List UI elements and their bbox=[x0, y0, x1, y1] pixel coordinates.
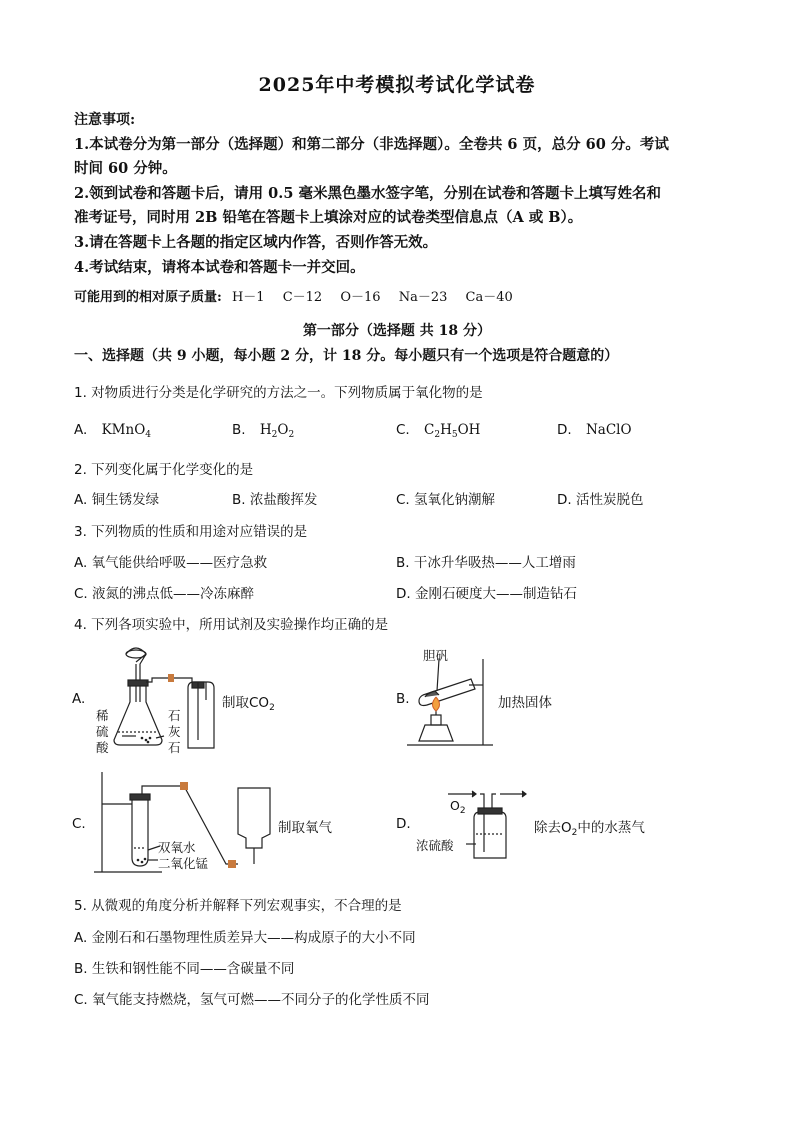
q5-option-c: C. 氧气能支持燃烧，氢气可燃——不同分子的化学性质不同 bbox=[74, 992, 430, 1008]
q3-option-a: A. 氧气能供给呼吸——医疗急救 bbox=[74, 555, 268, 571]
atomic-mass-na: Na－23 bbox=[398, 290, 448, 305]
q1-option-a bbox=[74, 422, 151, 440]
q1-a-letter: A. bbox=[74, 422, 88, 438]
notes-heading: 注意事项: bbox=[74, 112, 136, 128]
note-line-6: 4.考试结束，请将本试卷和答题卡一并交回。 bbox=[74, 259, 365, 276]
q2-option-a: A. 铜生锈发绿 bbox=[74, 492, 160, 508]
q1-option-c bbox=[396, 422, 480, 440]
q1-d-letter: D. bbox=[557, 422, 572, 438]
q3-stem: 3. 下列物质的性质和用途对应错误的是 bbox=[74, 524, 308, 540]
q1-stem: 1. 对物质进行分类是化学研究的方法之一。下列物质属于氧化物的是 bbox=[74, 385, 483, 401]
q4-a-label-r1: 石 bbox=[168, 708, 181, 723]
q4-b-apparatus bbox=[405, 655, 495, 751]
q4-a-label-l1: 稀 bbox=[96, 708, 109, 723]
q4-a-label-l3: 酸 bbox=[96, 740, 109, 755]
q4-c-caption: 制取氧气 bbox=[278, 820, 332, 836]
atomic-mass-o: O－16 bbox=[340, 290, 381, 305]
q4-d-letter: D. bbox=[396, 816, 411, 832]
q5-option-a: A. 金刚石和石墨物理性质差异大——构成原子的大小不同 bbox=[74, 930, 416, 946]
atomic-mass-h: H－1 bbox=[231, 290, 265, 305]
q1-b-letter: B. bbox=[232, 422, 246, 438]
q4-c-reagent-2: 二氧化锰 bbox=[158, 856, 209, 871]
q4-stem: 4. 下列各项实验中，所用试剂及实验操作均正确的是 bbox=[74, 617, 389, 633]
q4-a-label-l2: 硫 bbox=[96, 724, 109, 739]
note-line-1: 1.本试卷分为第一部分（选择题）和第二部分（非选择题）。全卷共 6 页，总分 60 分。考试 bbox=[74, 136, 669, 153]
page-title: 2025年中考模拟考试化学试卷 bbox=[258, 74, 536, 96]
q4-b-caption: 加热固体 bbox=[498, 695, 552, 711]
q3-option-c: C. 液氮的沸点低——冷冻麻醉 bbox=[74, 586, 255, 602]
q3-option-d: D. 金刚石硬度大——制造钻石 bbox=[396, 586, 577, 602]
q1-option-b bbox=[232, 422, 294, 440]
note-line-3: 2.领到试卷和答题卡后，请用 0.5 毫米黑色墨水签字笔，分别在试卷和答题卡上填写姓名和 bbox=[74, 185, 661, 202]
q2-option-d: D. 活性炭脱色 bbox=[557, 492, 644, 508]
q4-d-reagent: 浓硫酸 bbox=[416, 838, 454, 853]
q4-d-gas: $O_2$ bbox=[450, 798, 466, 816]
q2-option-c: C. 氢氧化钠潮解 bbox=[396, 492, 496, 508]
q1-c-formula: $C_2H_5OH$ bbox=[424, 422, 481, 440]
q1-c-letter: C. bbox=[396, 422, 410, 438]
q5-stem: 5. 从微观的角度分析并解释下列宏观事实，不合理的是 bbox=[74, 898, 402, 914]
q4-b-letter: B. bbox=[396, 691, 410, 707]
atomic-mass-ca: Ca－40 bbox=[465, 290, 513, 305]
q1-b-formula: $H_2O_2$ bbox=[259, 422, 295, 440]
q1-option-d bbox=[557, 422, 632, 438]
q4-d-caption: 除去$O_2$中的水蒸气 bbox=[534, 820, 645, 838]
atomic-mass-c: C－12 bbox=[282, 290, 323, 305]
part1-heading: 第一部分（选择题 共 18 分） bbox=[302, 323, 492, 339]
q4-c-reagent-1: 双氧水 bbox=[158, 840, 196, 855]
q2-option-b: B. 浓盐酸挥发 bbox=[232, 492, 318, 508]
note-line-5: 3.请在答题卡上各题的指定区域内作答，否则作答无效。 bbox=[74, 234, 438, 251]
note-line-4: 准考证号，同时用 2B 铅笔在答题卡上填涂对应的试卷类型信息点（A 或 B）。 bbox=[74, 209, 583, 226]
q4-c-letter: C. bbox=[72, 816, 86, 832]
q4-a-apparatus bbox=[92, 640, 222, 755]
atomic-mass-row bbox=[74, 286, 513, 305]
atomic-mass-label: 可能用到的相对原子质量: bbox=[74, 290, 222, 305]
section-heading: 一、选择题（共 9 小题，每小题 2 分，计 18 分。每小题只有一个选项是符合题意的） bbox=[74, 348, 619, 364]
q3-option-b: B. 干冰升华吸热——人工增雨 bbox=[396, 555, 576, 571]
q5-option-b: B. 生铁和钢性能不同——含碳量不同 bbox=[74, 961, 295, 977]
q2-stem: 2. 下列变化属于化学变化的是 bbox=[74, 462, 254, 478]
q1-d-formula: NaClO bbox=[585, 422, 632, 438]
note-line-2: 时间 60 分钟。 bbox=[74, 160, 177, 177]
q4-a-label-r2: 灰 bbox=[168, 724, 181, 739]
q4-a-letter: A. bbox=[72, 691, 86, 707]
q1-a-formula: KMnO$_4$ bbox=[101, 422, 151, 440]
q4-a-label-r3: 石 bbox=[168, 740, 181, 755]
q4-b-reagent: 胆矾 bbox=[423, 648, 449, 663]
q4-a-caption: 制取$CO_2$ bbox=[222, 695, 275, 713]
